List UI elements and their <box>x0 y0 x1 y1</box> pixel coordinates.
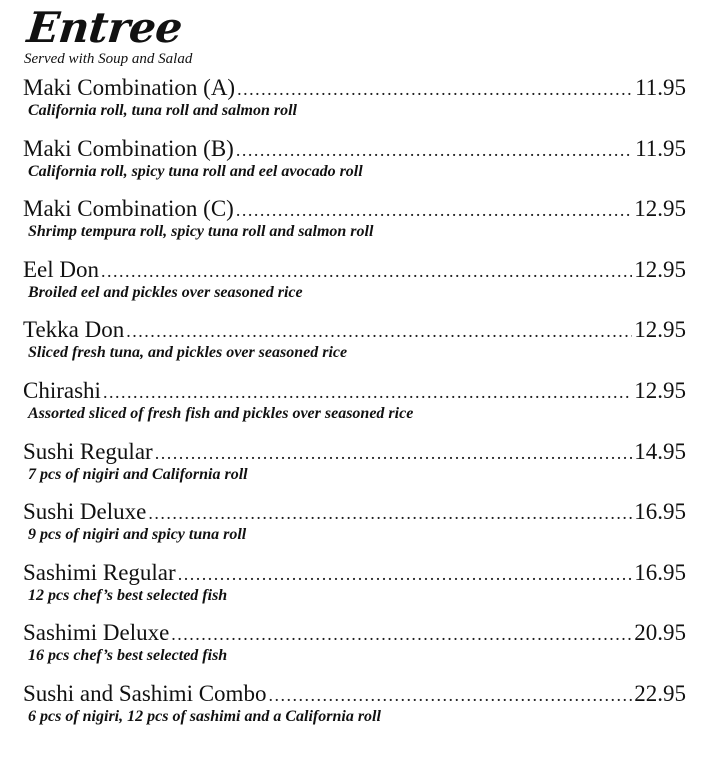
menu-item-line <box>23 256 686 283</box>
menu-item <box>23 438 686 499</box>
menu-item-line <box>23 559 686 586</box>
menu-item-name: Maki Combination (C) <box>23 196 234 222</box>
dot-leader <box>126 318 632 345</box>
menu-item-price: 16.95 <box>634 559 686 585</box>
menu-item-price: 14.95 <box>634 438 686 464</box>
menu-item-name: Tekka Don <box>23 317 125 343</box>
menu-item-name: Sashimi Regular <box>23 559 176 585</box>
menu-item-price: 11.95 <box>635 135 686 161</box>
section-title: Entree <box>24 3 185 52</box>
dot-leader <box>236 197 632 224</box>
menu-item-price: 22.95 <box>634 680 686 706</box>
menu-item-price: 12.95 <box>634 377 686 403</box>
dot-leader <box>148 500 632 527</box>
menu-item-description: Assorted sliced of fresh fish and pickles over seasoned rice <box>28 404 414 422</box>
menu-item-name: Eel Don <box>23 256 100 282</box>
menu-item-line <box>23 316 686 343</box>
menu-item-name: Sushi and Sashimi Combo <box>23 680 267 706</box>
dot-leader <box>171 621 632 648</box>
menu-item-price: 12.95 <box>634 317 686 343</box>
dot-leader <box>155 440 633 467</box>
menu-item <box>23 74 686 135</box>
menu-item-description: 7 pcs of nigiri and California roll <box>28 465 248 483</box>
menu-item-description: Broiled eel and pickles over seasoned rice <box>28 283 303 301</box>
menu-item-line <box>23 498 686 525</box>
dot-leader <box>101 258 632 285</box>
dot-leader <box>178 561 633 588</box>
menu-item <box>23 498 686 559</box>
section-subtitle: Served with Soup and Salad <box>24 51 193 67</box>
menu-item-name: Maki Combination (A) <box>23 75 236 100</box>
menu-item-line <box>23 74 686 101</box>
menu-item <box>23 559 686 620</box>
menu-item-description: California roll, spicy tuna roll and eel avocado roll <box>28 162 363 180</box>
dot-leader <box>236 137 633 164</box>
menu-item-line <box>23 377 686 404</box>
menu-item-name: Chirashi <box>23 377 101 403</box>
menu-item-price: 11.95 <box>635 75 686 100</box>
menu-item <box>23 195 686 256</box>
menu-item-name: Sushi Regular <box>23 438 153 464</box>
menu-item-line <box>23 135 686 162</box>
menu-list <box>23 74 686 741</box>
menu-item-description: 16 pcs chef’s best selected fish <box>28 647 228 665</box>
menu-item-description: 12 pcs chef’s best selected fish <box>28 586 228 604</box>
menu-item-description: 9 pcs of nigiri and spicy tuna roll <box>28 526 247 544</box>
dot-leader <box>103 379 632 406</box>
menu-item-price: 12.95 <box>634 256 686 282</box>
menu-item <box>23 377 686 438</box>
menu-item <box>23 619 686 680</box>
dot-leader <box>268 682 632 709</box>
menu-item-description: Shrimp tempura roll, spicy tuna roll and salmon roll <box>28 223 374 241</box>
menu-item-description: Sliced fresh tuna, and pickles over seasoned rice <box>28 344 348 362</box>
menu-item <box>23 680 686 741</box>
menu-item-name: Sushi Deluxe <box>23 499 147 525</box>
menu-item-description: 6 pcs of nigiri, 12 pcs of sashimi and a California roll <box>28 707 381 725</box>
menu-item <box>23 316 686 377</box>
menu-item-name: Maki Combination (B) <box>23 135 234 161</box>
menu-item-line <box>23 680 686 707</box>
menu-item-price: 12.95 <box>634 196 686 222</box>
menu-item-line <box>23 619 686 646</box>
menu-item-price: 16.95 <box>634 499 686 525</box>
dot-leader <box>237 76 633 103</box>
menu-item-name: Sashimi Deluxe <box>23 620 170 646</box>
menu-item <box>23 256 686 317</box>
menu-item-line <box>23 438 686 465</box>
menu-item-price: 20.95 <box>634 620 686 646</box>
menu-item-line <box>23 195 686 222</box>
menu-item-description: California roll, tuna roll and salmon roll <box>28 102 297 119</box>
menu-item <box>23 135 686 196</box>
